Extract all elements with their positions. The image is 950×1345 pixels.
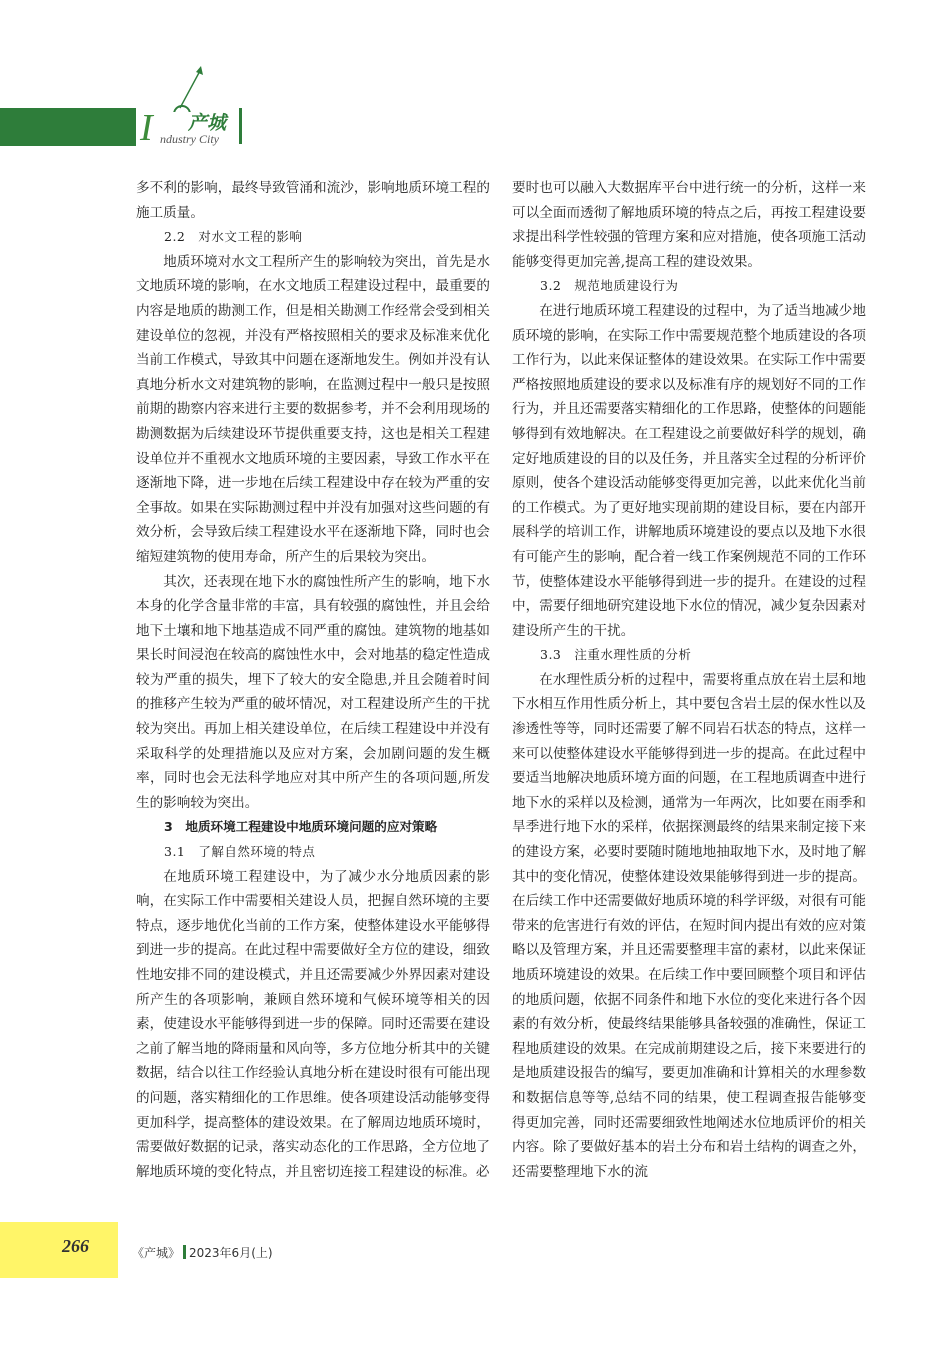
section-heading-3: 3 地质环境工程建设中地质环境问题的应对策略 (164, 819, 438, 835)
subsection-heading-3-3: 3.3 注重水理性质的分析 (540, 647, 692, 663)
logo-english: ndustry City (160, 132, 219, 146)
paragraph: 多不利的影响，最终导致管涌和流沙，影响地质环境工程的施工质量。 (136, 180, 490, 221)
logo-divider (239, 108, 242, 144)
paragraph: 要时也可以融入大数据库平台中进行统一的分析，这样一来可以全面而透彻了解地质环境的特点之后，再按工程建设要求提出科学性较强的管理方案和应对措施，使各项施工活动能够变得更加完善,提高工程的建设效果。 (512, 180, 866, 270)
logo-letter: I (140, 107, 153, 149)
paragraph: 地质环境对水文工程所产生的影响较为突出，首先是水文地质环境的影响，在水文地质工程建设过程中，最重要的内容是地质的勘测工作，但是相关勘测工作经常会受到相关建设单位的忽视，并没有严格按照相关的要求及标准来优化当前工作模式，导致其中问题在逐渐地发生。例如并没有认真地分析水文对建筑物的影响，在监测过程中一般只是按照前期的勘察内容来进行主要的数据参考，并不会利用现场的勘测数据为后续建设环节提供重要支持，这也是相关工程建设单位并不重视水文地质环境的主要因素，导致工作水平在逐渐地下降，进一步地在后续工程建设中存在较为严重的安全事故。如果在实际勘测过程中并没有加强对这些问题的有效分析，会导致后续工程建设水平在逐渐地下降，同时也会缩短建筑物的使用寿命，所产生的后果较为突出。 (136, 253, 490, 565)
subsection-heading-3-1: 3.1 了解自然环境的特点 (164, 844, 316, 860)
arrow-up-right-icon (168, 64, 208, 112)
left-column (136, 176, 490, 1184)
subsection-heading-2-2: 2.2 对水文工程的影响 (164, 229, 303, 245)
issue-date: 2023年6月(上) (189, 1246, 273, 1260)
page-number-box (0, 1222, 118, 1278)
footer-divider (183, 1245, 186, 1259)
header-green-bar (0, 108, 136, 146)
page-number: 266 (62, 1236, 89, 1256)
journal-name: 《产城》 (132, 1246, 181, 1260)
paragraph: 在水理性质分析的过程中，需要将重点放在岩土层和地下水相互作用性质分析上，其中要包含岩土层的保水性以及渗透性等等，同时还需要了解不同岩石状态的特点，这样一来可以使整体建设水平能够得到进一步的提高。在此过程中要适当地解决地质环境方面的问题，在工程地质调查中进行地下水的采样以及检测，通常为一年两次，比如要在雨季和旱季进行地下水的采样，依据探测最终的结果来制定接下来的建设方案，必要时要随时随地地抽取地下水，及时地了解其中的变化情况，使整体建设效果能够得到进一步的提高。在后续工作中还需要做好地质环境的科学评级，对很有可能带来的危害进行有效的评估，在短时间内提出有效的应对策略以及管理方案，并且还需要整理丰富的素材，以此来保证地质环境建设的效果。在后续工作中要回顾整个项目和评估的地质问题，依据不同条件和地下水位的变化来进行各个因素的有效分析，使最终结果能够具备较强的准确性，保证工程地质建设的效果。在完成前期建设之后，接下来要进行的是地质建设报告的编写，要更加准确和计算相关的水理参数和数据信息等等,总结不同的结果，使工程调查报告能够变得更加完善，同时还需要细致性地阐述水位地质评价的相关内容。除了要做好基本的岩土分布和岩土结构的调查之外，还需要整理地下水的流 (512, 671, 866, 1180)
footer-journal-info (132, 1244, 273, 1261)
logo-chinese: 产城 (188, 112, 227, 134)
subsection-heading-3-2: 3.2 规范地质建设行为 (540, 278, 679, 294)
right-column (512, 176, 866, 1184)
paragraph: 在进行地质环境工程建设的过程中，为了适当地减少地质环境的影响，在实际工作中需要规范整个地质建设的各项工作行为，以此来保证整体的建设效果。在实际工作中需要严格按照地质建设的要求以及标准有序的规划好不同的工作行为，并且还需要落实精细化的工作思路，使整体的问题能够得到有效地解决。在工程建设之前要做好科学的规划，确定好地质建设的目的以及任务，并且落实全过程的分析评价原则，使各个建设活动能够变得更加完善，以此来优化当前的工作模式。为了更好地实现前期的建设目标，要在内部开展科学的培训工作，讲解地质环境建设的要点以及地下水很有可能产生的影响，配合着一线工作案例规范不同的工作环节，使整体建设水平能够得到进一步的提升。在建设的过程中，需要仔细地研究建设地下水位的情况，减少复杂因素对建设所产生的干扰。 (512, 302, 866, 639)
paragraph: 其次，还表现在地下水的腐蚀性所产生的影响，地下水本身的化学含量非常的丰富，具有较强的腐蚀性，并且会给地下土壤和地下地基造成不同严重的腐蚀。建筑物的地基如果长时间浸泡在较高的腐蚀性水中，会对地基的稳定性造成较为严重的损失，埋下了较大的安全隐患,并且会随着时间的推移产生较为严重的破坏情况，对工程建设所产生的干扰较为突出。再加上相关建设单位，在后续工程建设中并没有采取科学的处理措施以及应对方案，会加剧问题的发生概率，同时也会无法科学地应对其中所产生的各项问题,所发生的影响较为突出。 (136, 573, 490, 811)
paragraph: 在地质环境工程建设中，为了减少水分地质因素的影响，在实际工作中需要相关建设人员，把握自然环境的主要特点，逐步地优化当前的工作方案，使整体建设水平能够得到进一步的提高。在此过程中需要做好全方位的建设，细致性地安排不同的建设模式，并且还需要减少外界因素对建设所产生的各项影响，兼顾自然环境和气候环境等相关的因素，使建设水平能够得到进一步的保障。同时还需要在建设之前了解当地的降雨量和风向等，多方位地分析其中的关键数据，结合以往工作经验认真地分析在建设时很有可能出现的问题，落实精细化的工作思维。使各项建设活动能够变得更加科学，提高整体的建设效果。在了解周边地质环境时，需要做好数据的记录，落实动态化的工作思路，全方位地了解地质环境的变化特点，并且密切连接工程建设的标准。必 (136, 868, 490, 1180)
